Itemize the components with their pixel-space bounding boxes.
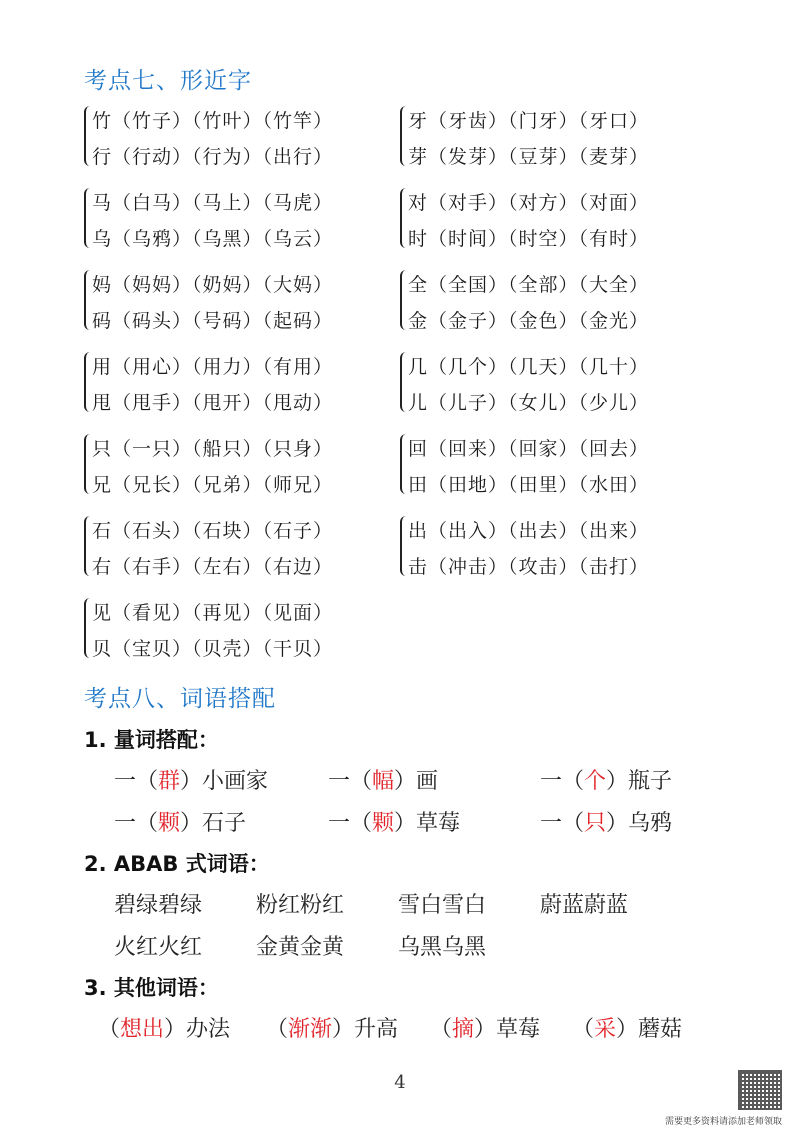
abab-word: 乌黑乌黑 [398,935,487,960]
answer-text: 颗 [372,811,395,836]
char-pair: 见（看见）（再见）（见面） 贝（宝贝）（贝壳）（干贝） [84,594,384,664]
char-pair: 妈（妈妈）（奶妈）（大妈） 码（码头）（号码）（起码） [84,266,384,336]
abab-word: 碧绿碧绿 [114,893,203,918]
other-item: （采）蘑菇 [572,1017,683,1042]
measure-item: 一（个）瓶子 [540,769,673,794]
abab-word: 蔚蓝蔚蓝 [540,893,629,918]
measure-words-heading: 1. 量词搭配： [84,728,219,752]
char-pair: 用（用心）（用力）（有用） 甩（甩手）（甩开）（甩动） [84,348,384,418]
answer-text: 群 [158,769,181,794]
other-item: （渐渐）升高 [266,1017,399,1042]
answer-text: 只 [584,811,607,836]
answer-text: 摘 [452,1017,475,1042]
measure-item: 一（只）乌鸦 [540,811,673,836]
other-item: （摘）草莓 [430,1017,541,1042]
other-item: （想出）办法 [98,1017,231,1042]
abab-word: 雪白雪白 [398,893,487,918]
char-pair: 马（白马）（马上）（马虎） 乌（乌鸦）（乌黑）（乌云） [84,184,384,254]
qr-code-icon[interactable] [738,1070,782,1110]
char-pair: 几（几个）（几天）（几十） 儿（儿子）（女儿）（少儿） [400,348,700,418]
answer-text: 想出 [120,1017,165,1042]
section8-title: 考点八、词语搭配 [84,686,276,712]
page-number: 4 [394,1072,406,1093]
char-pair: 出（出入）（出去）（出来） 击（冲击）（攻击）（击打） [400,512,700,582]
measure-item: 一（颗）石子 [114,811,247,836]
abab-word: 火红火红 [114,935,203,960]
measure-item: 一（颗）草莓 [328,811,461,836]
measure-item: 一（群）小画家 [114,769,269,794]
answer-text: 个 [584,769,607,794]
char-pair: 牙（牙齿）（门牙）（牙口） 芽（发芽）（豆芽）（麦芽） [400,102,700,172]
measure-item: 一（幅）画 [328,769,439,794]
char-pair: 只（一只）（船只）（只身） 兄（兄长）（兄弟）（师兄） [84,430,384,500]
char-pair: 回（回来）（回家）（回去） 田（田地）（田里）（水田） [400,430,700,500]
abab-word: 粉红粉红 [256,893,345,918]
answer-text: 幅 [372,769,395,794]
qr-caption: 需要更多资料请添加老师领取 [664,1117,782,1127]
section7-title: 考点七、形近字 [84,68,252,94]
char-pair: 竹（竹子）（竹叶）（竹竿） 行（行动）（行为）（出行） [84,102,384,172]
char-pair: 石（石头）（石块）（石子） 右（右手）（左右）（右边） [84,512,384,582]
abab-words-heading: 2. ABAB 式词语： [84,852,270,876]
answer-text: 渐渐 [288,1017,333,1042]
answer-text: 采 [594,1017,617,1042]
other-words-heading: 3. 其他词语： [84,976,219,1000]
abab-word: 金黄金黄 [256,935,345,960]
char-pair: 全（全国）（全部）（大全） 金（金子）（金色）（金光） [400,266,700,336]
answer-text: 颗 [158,811,181,836]
char-pair: 对（对手）（对方）（对面） 时（时间）（时空）（有时） [400,184,700,254]
